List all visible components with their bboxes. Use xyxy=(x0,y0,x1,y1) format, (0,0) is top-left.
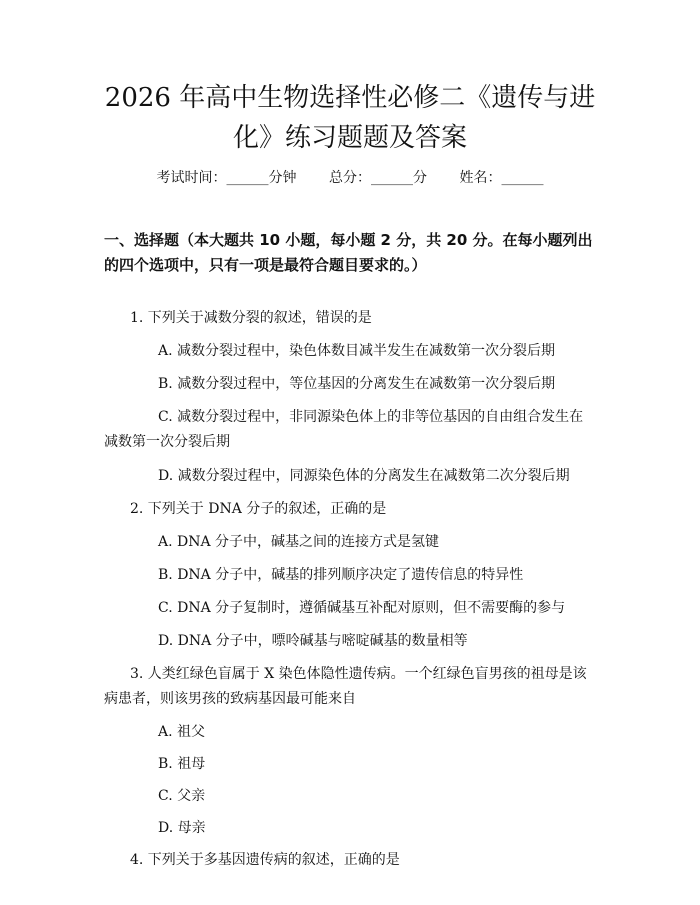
option-text: A. 减数分裂过程中，染色体数目减半发生在减数第一次分裂后期 xyxy=(158,343,556,359)
option-text: A. DNA 分子中，碱基之间的连接方式是氢键 xyxy=(158,534,440,550)
exam-time-field: 考试时间：______分钟 xyxy=(156,170,297,186)
option-3a xyxy=(104,720,594,745)
option-text: D. DNA 分子中，嘌呤碱基与嘧啶碱基的数量相等 xyxy=(158,633,468,649)
question-4 xyxy=(104,848,594,873)
option-text: D. 母亲 xyxy=(158,820,206,836)
question-stem: 4. 下列关于多基因遗传病的叙述，正确的是 xyxy=(130,852,400,868)
option-3d xyxy=(104,816,594,841)
option-text: B. 减数分裂过程中，等位基因的分离发生在减数第一次分裂后期 xyxy=(158,376,556,392)
question-1 xyxy=(104,306,594,331)
document-title xyxy=(60,78,640,158)
option-text: B. DNA 分子中，碱基的排列顺序决定了遗传信息的特异性 xyxy=(158,567,524,583)
option-text: C. 父亲 xyxy=(158,788,206,804)
option-2c xyxy=(104,596,594,621)
student-name-field: 姓名：______ xyxy=(459,170,544,186)
total-score-field: 总分：______分 xyxy=(329,170,427,186)
question-stem: 1. 下列关于减数分裂的叙述，错误的是 xyxy=(130,310,372,326)
question-stem: 3. 人类红绿色盲属于 X 染色体隐性遗传病。一个红绿色盲男孩的祖母是该病患者，则该男孩的致病基因最可能来自 xyxy=(104,666,587,707)
question-3 xyxy=(104,662,594,712)
question-stem: 2. 下列关于 DNA 分子的叙述，正确的是 xyxy=(130,501,387,517)
option-2a xyxy=(104,530,594,555)
option-1d xyxy=(104,464,594,489)
option-text: A. 祖父 xyxy=(158,724,206,740)
exam-info xyxy=(0,168,700,188)
option-1a xyxy=(104,339,594,364)
option-3c xyxy=(104,784,594,809)
title-line-1: 2026 年高中生物选择性必修二《遗传与进 xyxy=(104,83,596,113)
option-3b xyxy=(104,752,594,777)
option-1b xyxy=(104,372,594,397)
title-line-2: 化》练习题题及答案 xyxy=(232,123,467,153)
option-2b xyxy=(104,563,594,588)
section-heading: 一、选择题（本大题共 10 小题，每小题 2 分，共 20 分。在每小题列出的四个选项中，只有一项是最符合题目要求的。） xyxy=(104,231,593,274)
option-1c xyxy=(104,405,594,455)
option-text: C. 减数分裂过程中，非同源染色体上的非等位基因的自由组合发生在减数第一次分裂后期 xyxy=(104,409,584,450)
option-2d xyxy=(104,629,594,654)
question-2 xyxy=(104,497,594,522)
option-text: C. DNA 分子复制时，遵循碱基互补配对原则，但不需要酶的参与 xyxy=(158,600,566,616)
option-text: D. 减数分裂过程中，同源染色体的分离发生在减数第二次分裂后期 xyxy=(158,468,570,484)
option-text: B. 祖母 xyxy=(158,756,206,772)
